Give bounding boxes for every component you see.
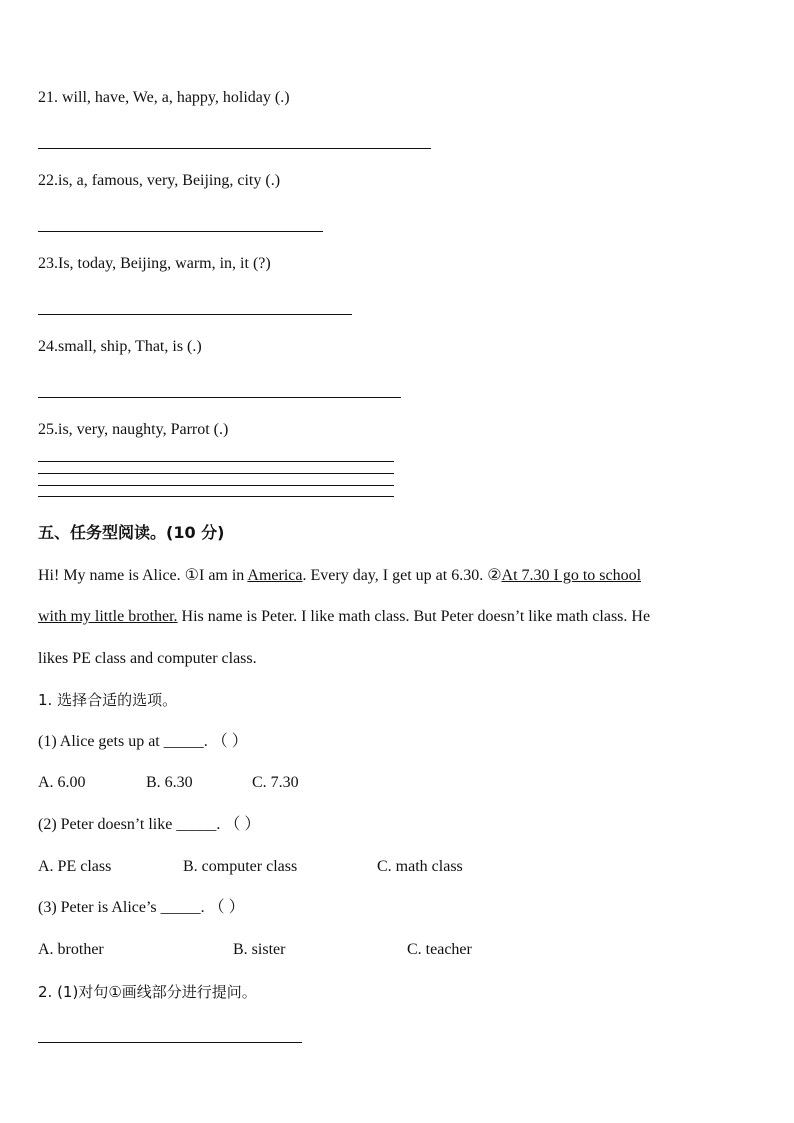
task1-q1-option-b[interactable]: B. 6.30 bbox=[146, 774, 193, 791]
answer-line-task2[interactable] bbox=[38, 1042, 302, 1043]
task1-q1-option-a[interactable]: A. 6.00 bbox=[38, 774, 86, 791]
section-title: 五、任务型阅读。(10 分) bbox=[38, 523, 225, 542]
answer-line-25a[interactable] bbox=[38, 461, 394, 462]
task1-q3-stem: (3) Peter is Alice’s _____. （ ） bbox=[38, 899, 245, 916]
underlined-sentence-2-cont: with my little brother. bbox=[38, 608, 178, 625]
answer-line-25d[interactable] bbox=[38, 496, 394, 497]
task1-q2-stem: (2) Peter doesn’t like _____. （ ） bbox=[38, 816, 261, 833]
underlined-america: America bbox=[247, 567, 303, 584]
question-25: 25.is, very, naughty, Parrot (.) bbox=[38, 421, 229, 438]
passage-line-1 bbox=[38, 566, 641, 586]
task1-q3-option-c[interactable]: C. teacher bbox=[407, 941, 472, 958]
task1-q3-option-b[interactable]: B. sister bbox=[233, 941, 286, 958]
passage-text: Hi! My name is Alice. ①I am in bbox=[38, 567, 248, 584]
task1-q1-stem: (1) Alice gets up at _____. （ ） bbox=[38, 733, 248, 750]
task1-title: 1. 选择合适的选项。 bbox=[38, 691, 178, 709]
passage-line-3: likes PE class and computer class. bbox=[38, 650, 257, 667]
task1-q2-option-a[interactable]: A. PE class bbox=[38, 858, 112, 875]
question-21: 21. will, have, We, a, happy, holiday (.) bbox=[38, 89, 290, 106]
answer-line-25c[interactable] bbox=[38, 485, 394, 486]
answer-line-22[interactable] bbox=[38, 231, 323, 232]
task1-q2-option-c[interactable]: C. math class bbox=[377, 858, 463, 875]
question-23: 23.Is, today, Beijing, warm, in, it (?) bbox=[38, 255, 271, 272]
task1-q3-option-a[interactable]: A. brother bbox=[38, 941, 104, 958]
passage-line-2 bbox=[38, 607, 650, 627]
passage-text: His name is Peter. I like math class. But Peter doesn’t like math class. He bbox=[177, 608, 651, 625]
task2-title: 2. (1)对句①画线部分进行提问。 bbox=[38, 983, 257, 1001]
passage-text: . Every day, I get up at 6.30. ② bbox=[302, 567, 502, 584]
answer-line-25b[interactable] bbox=[38, 473, 394, 474]
answer-line-23[interactable] bbox=[38, 314, 352, 315]
question-22: 22.is, a, famous, very, Beijing, city (.) bbox=[38, 172, 281, 189]
underlined-sentence-2: At 7.30 I go to school bbox=[501, 567, 642, 584]
answer-line-21[interactable] bbox=[38, 148, 431, 149]
question-24: 24.small, ship, That, is (.) bbox=[38, 338, 202, 355]
answer-line-24[interactable] bbox=[38, 397, 401, 398]
task1-q1-option-c[interactable]: C. 7.30 bbox=[252, 774, 299, 791]
task1-q2-option-b[interactable]: B. computer class bbox=[183, 858, 298, 875]
